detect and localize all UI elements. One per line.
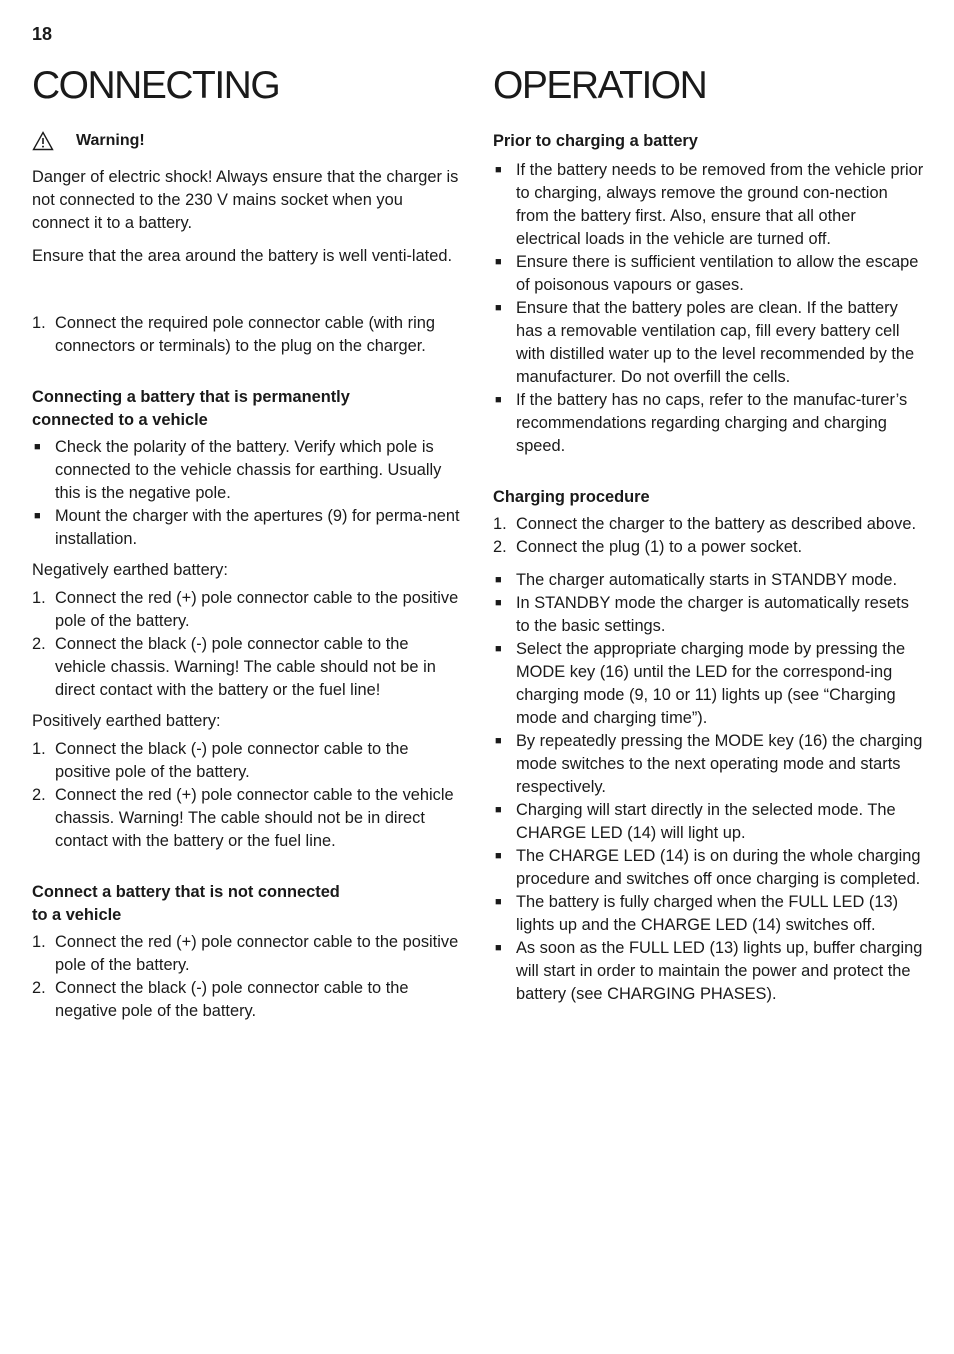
list-item-text: Select the appropriate charging mode by pressing the MODE key (16) until the LED for the correspond-ing charging mode (9, 10 or 11) lights up (see “Charging mode and charging time”). (516, 640, 906, 727)
bullet-marker: ■ (495, 735, 502, 747)
list-item (32, 931, 464, 977)
list-item-text: If the battery needs to be removed from the vehicle prior to charging, always remove the ground con-nection from the battery first. Also, ensure that all other electrical loads in the vehicle are turned off. (516, 161, 924, 248)
section-title-connecting: CONNECTING (32, 64, 280, 107)
list-item (32, 436, 464, 505)
list-item (32, 587, 464, 633)
list-item (32, 977, 464, 1023)
list-item-text: By repeatedly pressing the MODE key (16) the charging mode switches to the next operating mode and starts respectively. (516, 732, 923, 796)
bullet-marker: ■ (495, 164, 502, 176)
bullet-marker: ■ (495, 804, 502, 816)
heading-line: connected to a vehicle (32, 411, 208, 429)
prior-bullets (493, 159, 925, 458)
list-item (493, 638, 925, 730)
list-number: 1. (32, 740, 46, 758)
list-item (32, 505, 464, 551)
procedure-steps (493, 513, 925, 559)
list-item-text: Connect the red (+) pole connector cable to the positive pole of the battery. (55, 933, 459, 974)
bullet-marker: ■ (495, 302, 502, 314)
list-item-text: The charger automatically starts in STANDBY mode. (516, 571, 898, 589)
ventilation-text: Ensure that the area around the battery is well venti-lated. (32, 247, 453, 265)
list-item-text: Connect the charger to the battery as described above. (516, 515, 916, 533)
list-item (493, 730, 925, 799)
not-connected-steps (32, 931, 464, 1023)
bullet-marker: ■ (495, 574, 502, 586)
list-number: 2. (493, 538, 507, 556)
heading-not-connected-battery (32, 881, 464, 927)
warning-text: Danger of electric shock! Always ensure that the charger is not connected to the 230 V mains socket when you connect it to a battery. (32, 168, 459, 232)
list-item-text: Ensure there is sufficient ventilation to allow the escape of poisonous vapours or gases. (516, 253, 919, 294)
heading-line: Connect a battery that is not connected (32, 883, 340, 901)
list-item-text: The battery is fully charged when the FULL LED (13) lights up and the CHARGE LED (14) switches off. (516, 893, 899, 934)
bullet-marker: ■ (495, 643, 502, 655)
list-item-text: Connect the red (+) pole connector cable to the vehicle chassis. Warning! The cable should not be in direct contact with the battery or the fuel line. (55, 786, 454, 850)
list-number: 1. (493, 515, 507, 533)
heading-prior-to-charging: Prior to charging a battery (493, 132, 698, 150)
list-item (493, 389, 925, 458)
bullet-marker: ■ (34, 510, 41, 522)
list-item-text: Connect the red (+) pole connector cable to the positive pole of the battery. (55, 589, 459, 630)
list-item (493, 159, 925, 251)
list-item (32, 738, 464, 784)
heading-charging-procedure: Charging procedure (493, 488, 650, 506)
section-title-operation: OPERATION (493, 64, 707, 107)
procedure-bullets (493, 569, 925, 1006)
bullet-marker: ■ (495, 256, 502, 268)
list-item (493, 799, 925, 845)
list-item-text: Connect the black (-) pole connector cable to the vehicle chassis. Warning! The cable should not be in direct contact with the battery or the fuel line! (55, 635, 436, 699)
list-item-text: The CHARGE LED (14) is on during the whole charging procedure and switches off once charging is completed. (516, 847, 921, 888)
list-number: 2. (32, 786, 46, 804)
connecting-column (32, 62, 464, 1031)
warning-triangle-icon (32, 131, 54, 151)
list-item (32, 784, 464, 853)
positive-earthed-steps (32, 738, 464, 853)
bullet-marker: ■ (34, 441, 41, 453)
list-item (493, 536, 925, 559)
bullet-marker: ■ (495, 850, 502, 862)
list-item-text: Connect the black (-) pole connector cable to the negative pole of the battery. (55, 979, 409, 1020)
list-item (32, 312, 464, 358)
list-item-text: Connect the black (-) pole connector cable to the positive pole of the battery. (55, 740, 409, 781)
operation-column (493, 62, 925, 1014)
list-item (493, 297, 925, 389)
bullet-marker: ■ (495, 394, 502, 406)
list-number: 2. (32, 979, 46, 997)
list-item-text: Check the polarity of the battery. Verify which pole is connected to the vehicle chassis for earthing. Usually this is the negative pole. (55, 438, 442, 502)
list-item-text: Connect the required pole connector cable (with ring connectors or terminals) to the plug on the charger. (55, 314, 435, 355)
negative-earthed-label: Negatively earthed battery: (32, 561, 228, 579)
list-item (493, 251, 925, 297)
list-item (493, 937, 925, 1006)
list-item (493, 513, 925, 536)
bullet-marker: ■ (495, 896, 502, 908)
heading-line: to a vehicle (32, 906, 122, 924)
list-item-text: Ensure that the battery poles are clean. If the battery has a removable ventilation cap, fill every battery cell with distilled water up to the level recommended by the manufacturer. Do not overfill the cells. (516, 299, 915, 386)
list-item (493, 845, 925, 891)
bullet-marker: ■ (495, 597, 502, 609)
heading-permanent-battery (32, 386, 464, 432)
bullet-marker: ■ (495, 942, 502, 954)
list-item-text: In STANDBY mode the charger is automatically resets to the basic settings. (516, 594, 909, 635)
list-item-text: As soon as the FULL LED (13) lights up, buffer charging will start in order to maintain the power and protect the battery (see CHARGING PHASES). (516, 939, 923, 1003)
warning-heading (32, 130, 464, 152)
list-number: 1. (32, 933, 46, 951)
negative-earthed-steps (32, 587, 464, 702)
page-number: 18 (32, 24, 53, 44)
list-item (493, 891, 925, 937)
list-item-text: Charging will start directly in the selected mode. The CHARGE LED (14) will light up. (516, 801, 896, 842)
list-item-text: If the battery has no caps, refer to the manufac-turer’s recommendations regarding charging and charging speed. (516, 391, 908, 455)
connect-steps (32, 312, 464, 358)
positive-earthed-label: Positively earthed battery: (32, 712, 221, 730)
list-item (493, 569, 925, 592)
list-number: 1. (32, 314, 46, 332)
heading-line: Connecting a battery that is permanently (32, 388, 350, 406)
list-item-text: Mount the charger with the apertures (9) for perma-nent installation. (55, 507, 460, 548)
permanent-bullets (32, 436, 464, 551)
list-number: 1. (32, 589, 46, 607)
list-number: 2. (32, 635, 46, 653)
list-item-text: Connect the plug (1) to a power socket. (516, 538, 803, 556)
warning-label: Warning! (76, 132, 145, 149)
list-item (32, 633, 464, 702)
list-item (493, 592, 925, 638)
